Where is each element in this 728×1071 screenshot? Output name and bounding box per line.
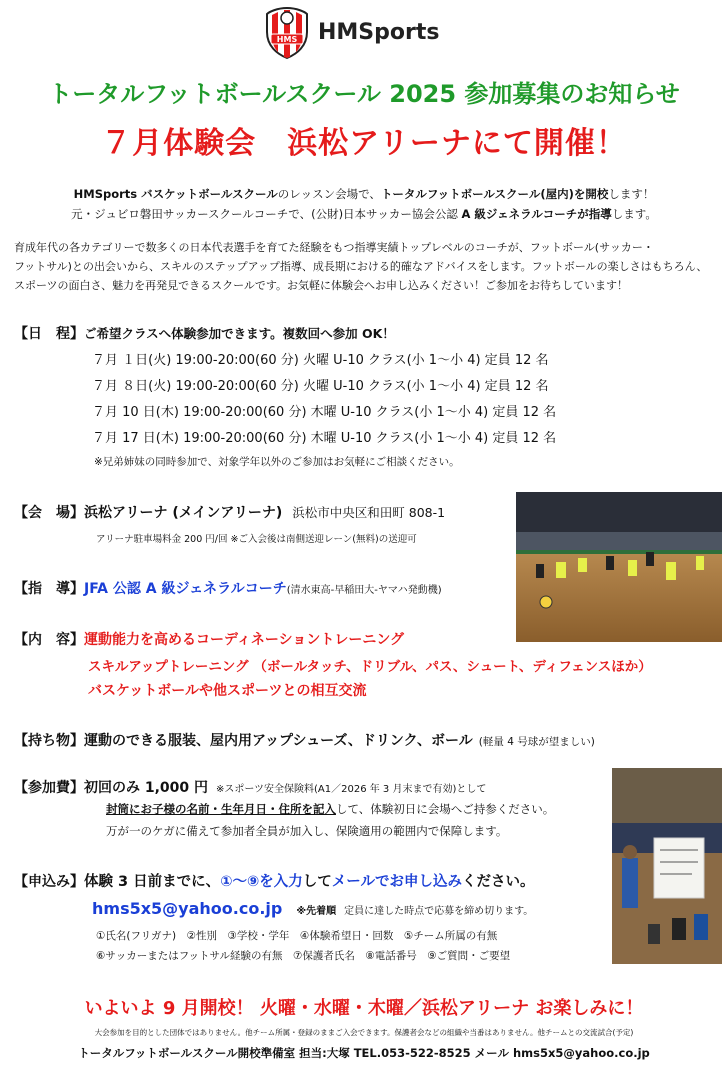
- venue-label: 【会 場】: [14, 505, 84, 521]
- schedule-label: 【日 程】: [14, 326, 84, 342]
- schedule-heading: [14, 323, 395, 343]
- apply-email-link[interactable]: hms5x5@yahoo.co.jp: [92, 899, 283, 918]
- gym-futsal-photo: [516, 492, 722, 642]
- description-line: 育成年代の各カテゴリーで数多くの日本代表選手を育てた経験をもつ指導実績トップレベルのコーチが、フットボール(サッカー・: [14, 241, 654, 254]
- coach-title: JFA 公認 A 級ジェネラルコーチ: [84, 581, 287, 597]
- schedule-row: ７月 １日(火) 19:00-20:00(60 分) 火曜 U-10 クラス(小 1～小 4) 定員 12 名: [92, 353, 549, 368]
- schedule-note: ※兄弟姉妹の同時参加で、対象学年以外のご参加はお気軽にご相談ください。: [94, 456, 460, 468]
- schedule-row: ７月 17 日(木) 19:00-20:00(60 分) 木曜 U-10 クラス(小 1～小 4) 定員 12 名: [92, 431, 557, 446]
- apply-fields-1: ①氏名(フリガナ) ②性別 ③学校・学年 ④体験希望日・回数 ⑤チーム所属の有無: [96, 930, 498, 942]
- logo-text: HMS: [276, 35, 298, 44]
- title-line-1: トータルフットボールスクール 2025 参加募集のお知らせ: [48, 80, 680, 108]
- apply-text: ください。: [461, 874, 535, 890]
- coach-label: 【指 導】: [14, 581, 84, 597]
- coach-whiteboard-photo: [612, 768, 722, 964]
- intro-text: のレッスン会場で、: [277, 187, 381, 201]
- belongings-heading: [14, 730, 595, 750]
- belongings-text: 運動のできる服装、屋内用アップシューズ、ドリンク、ボール: [84, 733, 473, 749]
- apply-fields-2: ⑥サッカーまたはフットサル経験の有無 ⑦保護者氏名 ⑧電話番号 ⑨ご質問・ご要望: [96, 950, 511, 962]
- venue-parking: アリーナ駐車場料金 200 円/回 ※ご入会後は南側送迎レーン(無料)の送迎可: [96, 534, 417, 545]
- intro-text: します。: [611, 207, 657, 221]
- closing-message: いよいよ 9 月開校！ 火曜・水曜・木曜／浜松アリーナ お楽しみに！: [84, 998, 644, 1019]
- description-line: フットサル)との出会いから、スキルのステップアップ指導、成長期における的確なアドバイスをします。フットボールの楽しさはもちろん、: [14, 260, 708, 273]
- intro-school: HMSports バスケットボールスクール: [73, 187, 278, 201]
- fee-heading: [14, 777, 486, 797]
- coach-heading: [14, 578, 442, 598]
- intro-text: します！: [608, 187, 655, 201]
- intro-highlight: トータルフットボールスクール(屋内)を開校: [380, 187, 609, 201]
- fee-envelope-instruction: 封筒にお子様の名前・生年月日・住所を記入: [106, 802, 336, 816]
- description-line: スポーツの面白さ、魅力を再発見できるスクールです。お気軽に体験会へお申し込みください！ご参加をお待ちしています！: [14, 279, 629, 292]
- content-item: バスケットボールや他スポーツとの相互交流: [88, 683, 367, 699]
- venue-heading: [14, 502, 445, 522]
- disclaimer: 大会参加を目的とした団体ではありません。他チーム所属・登録のままご入会できます。保護者会などの組織や当番はありません。他チームとの交流試合(予定): [94, 1028, 634, 1037]
- apply-note-first: ※先着順: [296, 906, 337, 917]
- intro-line-1: [0, 186, 728, 202]
- belongings-note: (軽量 4 号球が望ましい): [478, 736, 595, 748]
- schedule-lead: ご希望クラスへ体験参加できます。複数回へ参加 OK！: [84, 326, 395, 341]
- fee-amount: 初回のみ 1,000 円: [84, 780, 209, 796]
- apply-fields-highlight: ①～⑨を入力: [220, 874, 303, 890]
- coach-history: (清水東高-早稲田大-ヤマハ発動機): [286, 585, 442, 596]
- apply-email-highlight: メールでお申し込み: [331, 874, 462, 890]
- title-line-2: ７月体験会 浜松アリーナにて開催！: [101, 126, 627, 161]
- description: [14, 238, 720, 295]
- apply-note: 定員に達した時点で応募を締め切ります。: [344, 906, 534, 917]
- apply-contact: [92, 899, 533, 918]
- belongings-label: 【持ち物】: [14, 733, 84, 749]
- content-item: スキルアップトレーニング （ボールタッチ、ドリブル、パス、シュート、ディフェンスほか）: [88, 659, 652, 675]
- content-label: 【内 容】: [14, 632, 84, 648]
- content-item: 運動能力を高めるコーディネーショントレーニング: [84, 632, 405, 648]
- schedule-row: ７月 10 日(木) 19:00-20:00(60 分) 木曜 U-10 クラス(小 1～小 4) 定員 12 名: [92, 405, 557, 420]
- schedule-row: ７月 ８日(火) 19:00-20:00(60 分) 火曜 U-10 クラス(小 1～小 4) 定員 12 名: [92, 379, 549, 394]
- apply-text: 体験 3 日前までに、: [84, 874, 221, 890]
- apply-heading: [14, 870, 534, 891]
- fee-text: して、体験初日に会場へご持参ください。: [336, 802, 555, 816]
- venue-address: 浜松市中央区和田町 808-1: [292, 505, 446, 520]
- fee-note: ※スポーツ安全保険料(A1／2026 年 3 月末まで有効)として: [216, 784, 487, 795]
- brand-name: HMSports: [318, 20, 440, 45]
- footer-contact: トータルフットボールスクール開校準備室 担当:大塚 TEL.053-522-8525 メール hms5x5@yahoo.co.jp: [78, 1046, 650, 1060]
- intro-highlight: A 級ジェネラルコーチが指導: [461, 207, 612, 221]
- fee-label: 【参加費】: [14, 780, 84, 796]
- intro-line-2: [0, 206, 728, 222]
- shield-logo-icon: [263, 6, 311, 60]
- content-heading: [14, 629, 404, 649]
- apply-label: 【申込み】: [14, 874, 84, 890]
- intro-text: 元・ジュビロ磐田サッカースクールコーチで、(公財)日本サッカー協会公認: [71, 207, 462, 221]
- venue-name: 浜松アリーナ (メインアリーナ): [84, 505, 283, 521]
- fee-line-2: [106, 801, 554, 817]
- fee-line-3: 万が一のケガに備えて参加者全員が加入し、保険適用の範囲内で保障します。: [106, 824, 508, 838]
- apply-text: して: [302, 874, 332, 890]
